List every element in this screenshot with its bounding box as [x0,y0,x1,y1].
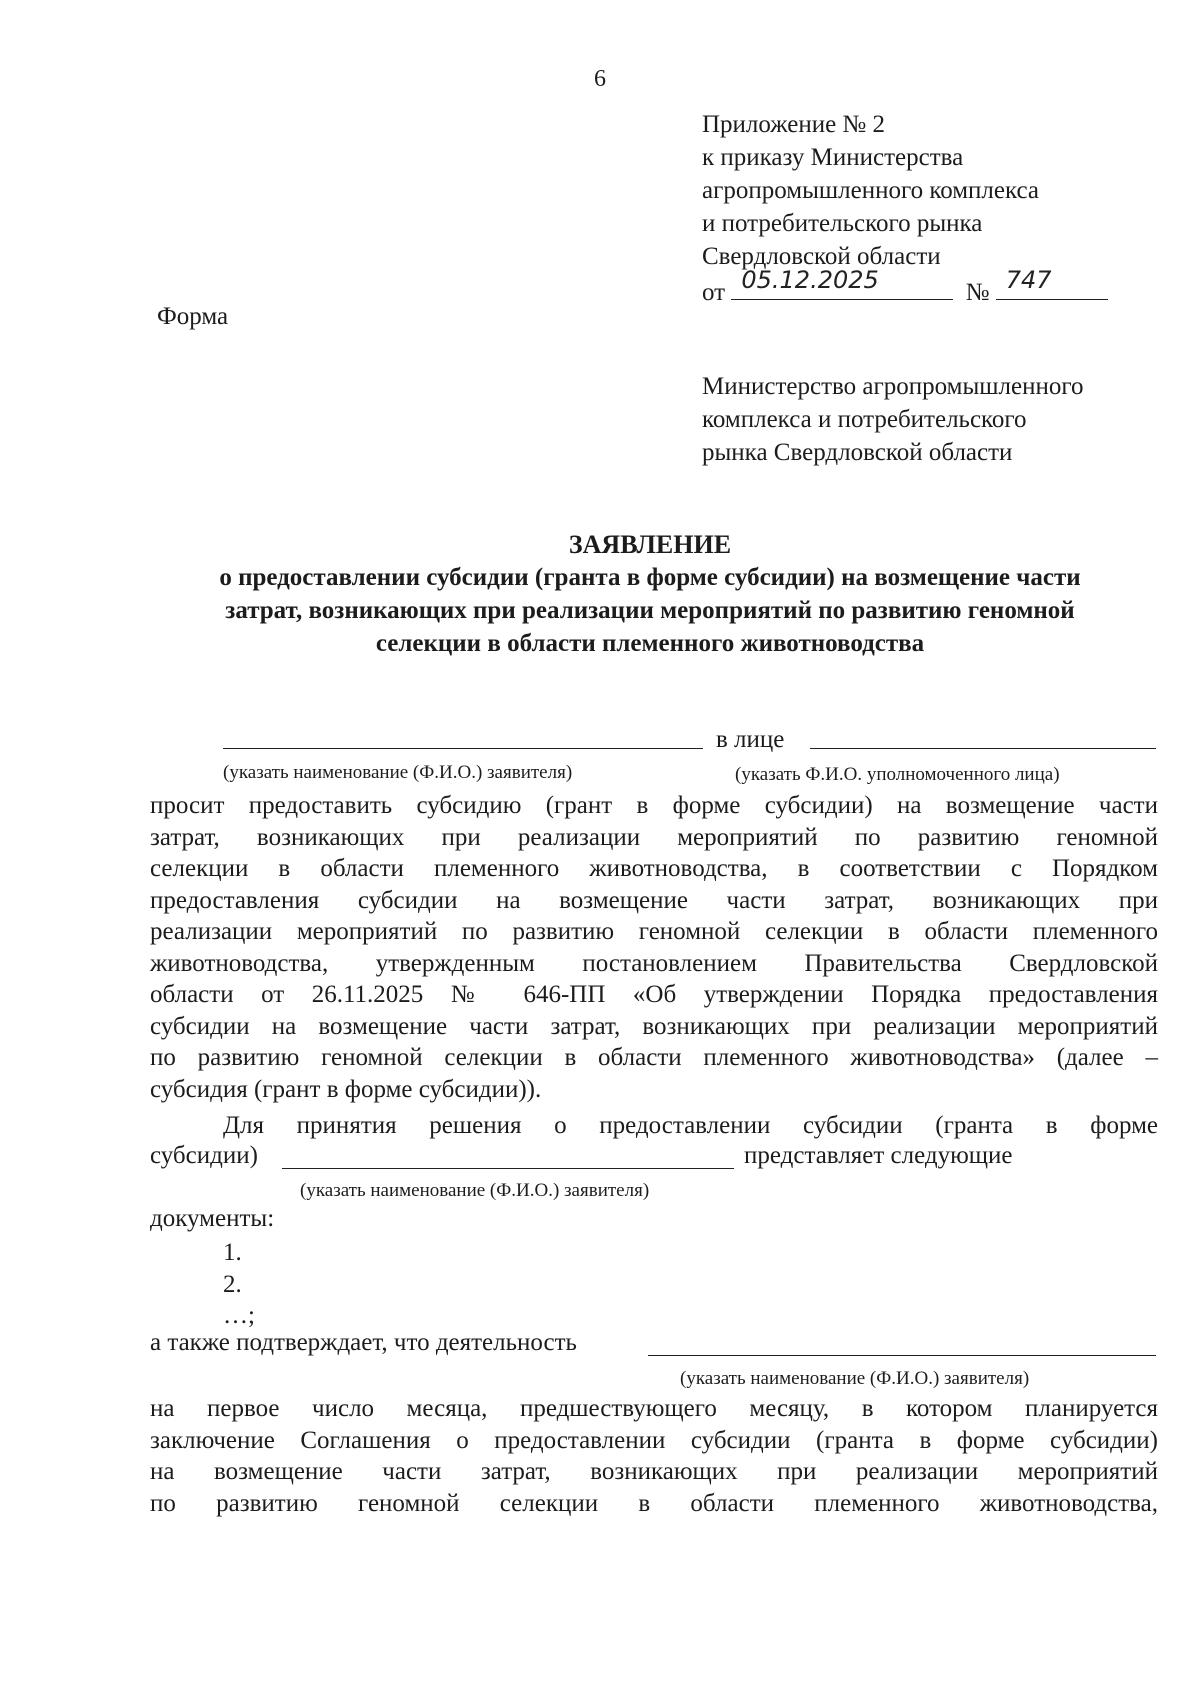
appendix-line: и потребительского рынка [702,210,983,237]
text-line: предоставления субсидии на возмещение части затрат, возникающих при [150,886,1158,914]
text-fragment: субсидии) [150,1142,258,1169]
appendix-date-row [702,266,1108,309]
text-line: области от 26.11.2025 № 646-ПП «Об утверждении Порядка предоставления [150,981,1158,1008]
date-prefix: от [702,279,726,306]
text-line: субсидия (грант в форме субсидии)). [150,1075,542,1103]
page-number: 6 [594,66,606,92]
number-prefix: № [965,279,990,306]
number-field [996,266,1108,300]
date-field [731,266,953,300]
applicant-name-line-3 [648,1355,1156,1356]
title-line: селекции в области племенного животноводства [375,630,925,657]
paragraph-request [150,790,1158,1105]
in-person-label: в лице [716,726,785,753]
text-line: по развитию геномной селекции в области племенного животноводства, [150,1489,1158,1517]
list-item: 2. [223,1270,242,1298]
documents-list [223,1237,255,1332]
hint-representative: (указать Ф.И.О. уполномоченного лица) [735,764,1060,785]
representative-name-line [810,748,1156,749]
form-label: Форма [157,303,229,330]
recipient-line: комплекса и потребительского [702,406,1027,433]
recipient-block [702,370,1083,469]
appendix-line: агропромышленного комплекса [702,177,1040,204]
appendix-line: Приложение № 2 [702,111,886,138]
recipient-line: рынка Свердловской области [702,439,1013,466]
text-line: на первое число месяца, предшествующего месяцу, в котором планируется [150,1395,1158,1422]
text-line: по развитию геномной селекции в области племенного животноводства» (далее – [150,1044,1158,1071]
appendix-header [702,108,1108,309]
text-line: субсидии на возмещение части затрат, возникающих при реализации мероприятий [150,1012,1158,1040]
text-line: Для принятия решения о предоставлении субсидии (гранта в форме [223,1112,1158,1139]
documents-label: документы: [150,1205,275,1232]
recipient-line: Министерство агропромышленного [702,373,1084,400]
text-fragment: представляет следующие [744,1142,1013,1169]
appendix-line: к приказу Министерства [702,144,964,171]
list-item: 1. [223,1239,242,1266]
hint-applicant-3: (указать наименование (Ф.И.О.) заявителя) [680,1368,1030,1389]
paragraph-documents-line2 [150,1142,258,1170]
list-item: …; [223,1302,255,1329]
text-line: заключение Соглашения о предоставлении субсидии (гранта в форме субсидии) [150,1426,1158,1454]
paragraph-confirm [150,1393,1158,1519]
text-line: реализации мероприятий по развитию геномной селекции в области племенного [150,918,1158,945]
text-line: животноводства, утвержденным постановлением Правительства Свердловской [150,949,1158,977]
text-line: затрат, возникающих при реализации мероприятий по развитию геномной [150,823,1158,851]
confirm-label: а также подтверждает, что деятельность [150,1329,577,1356]
hint-applicant: (указать наименование (Ф.И.О.) заявителя) [223,762,573,783]
title-main: ЗАЯВЛЕНИЕ [568,530,732,559]
title-line: затрат, возникающих при реализации мероприятий по развитию геномной [225,597,1075,624]
hint-applicant-2: (указать наименование (Ф.И.О.) заявителя) [300,1180,650,1201]
handwritten-number: 747 [1005,266,1052,294]
title-line: о предоставлении субсидии (гранта в форме субсидии) на возмещение части [219,564,1081,591]
handwritten-date: 05.12.2025 [741,266,879,294]
text-line: на возмещение части затрат, возникающих при реализации мероприятий [150,1458,1158,1485]
document-title [150,528,1150,660]
appendix-line: Свердловской области [702,243,941,270]
text-line: просит предоставить субсидию (грант в форме субсидии) на возмещение части [150,792,1158,819]
applicant-name-line-2 [282,1168,734,1169]
applicant-name-line [223,748,703,749]
paragraph-documents-line1 [223,1110,1158,1142]
text-line: селекции в области племенного животноводства, в соответствии с Порядком [150,855,1158,882]
